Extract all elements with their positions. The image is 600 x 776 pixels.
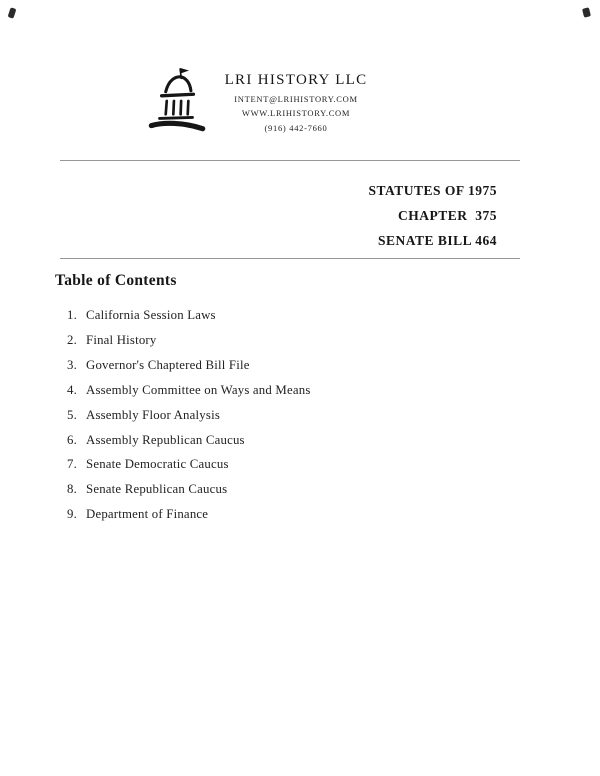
toc-item-number: 4.	[67, 382, 77, 397]
divider-top	[60, 160, 520, 161]
toc-item-number: 8.	[67, 482, 77, 497]
toc-item-label: Assembly Republican Caucus	[86, 432, 245, 447]
toc-item-label: Governor's Chaptered Bill File	[86, 357, 250, 372]
chapter-line: CHAPTER 375	[397, 208, 497, 223]
company-email: INTENT@LRIHISTORY.COM	[234, 93, 358, 104]
toc-list	[55, 303, 311, 527]
toc-item-label: Senate Republican Caucus	[86, 482, 228, 497]
toc-item	[55, 452, 311, 477]
scan-artifact-top-right	[582, 7, 591, 17]
toc-item-label: Department of Finance	[86, 507, 209, 522]
toc-item-number: 5.	[67, 407, 77, 422]
toc-item-label: Assembly Floor Analysis	[86, 407, 220, 422]
company-website: WWW.LRIHISTORY.COM	[241, 108, 351, 118]
toc-heading: Table of Contents	[55, 272, 177, 289]
senate-bill-line: SENATE BILL 464	[377, 233, 497, 248]
toc-item	[55, 428, 311, 453]
statutes-line: STATUTES OF 1975	[368, 183, 497, 198]
scan-artifact-top-left	[8, 7, 17, 18]
toc-item-number: 7.	[67, 457, 77, 472]
toc-item	[55, 378, 311, 403]
divider-middle	[60, 258, 520, 259]
toc-item-label: Senate Democratic Caucus	[86, 457, 229, 472]
toc-item	[55, 328, 311, 353]
toc-item-number: 2.	[67, 332, 77, 347]
toc-item	[55, 403, 311, 428]
letterhead	[0, 64, 600, 164]
toc-item-label: Assembly Committee on Ways and Means	[86, 382, 311, 397]
toc-item	[55, 353, 311, 378]
toc-item-number: 3.	[67, 357, 77, 372]
toc-item	[55, 477, 311, 502]
toc-item-label: California Session Laws	[86, 308, 216, 322]
letterhead-text	[0, 72, 592, 133]
company-name: LRI HISTORY LLC	[224, 72, 368, 88]
toc-item	[55, 502, 311, 527]
toc-item-number: 1.	[67, 308, 77, 322]
toc-item-label: Final History	[86, 332, 157, 347]
toc-item	[55, 303, 311, 328]
company-phone: (916) 442-7660	[264, 122, 328, 133]
toc-item-number: 6.	[67, 432, 77, 447]
toc-item-number: 9.	[67, 507, 77, 522]
bill-reference-block	[368, 178, 497, 253]
